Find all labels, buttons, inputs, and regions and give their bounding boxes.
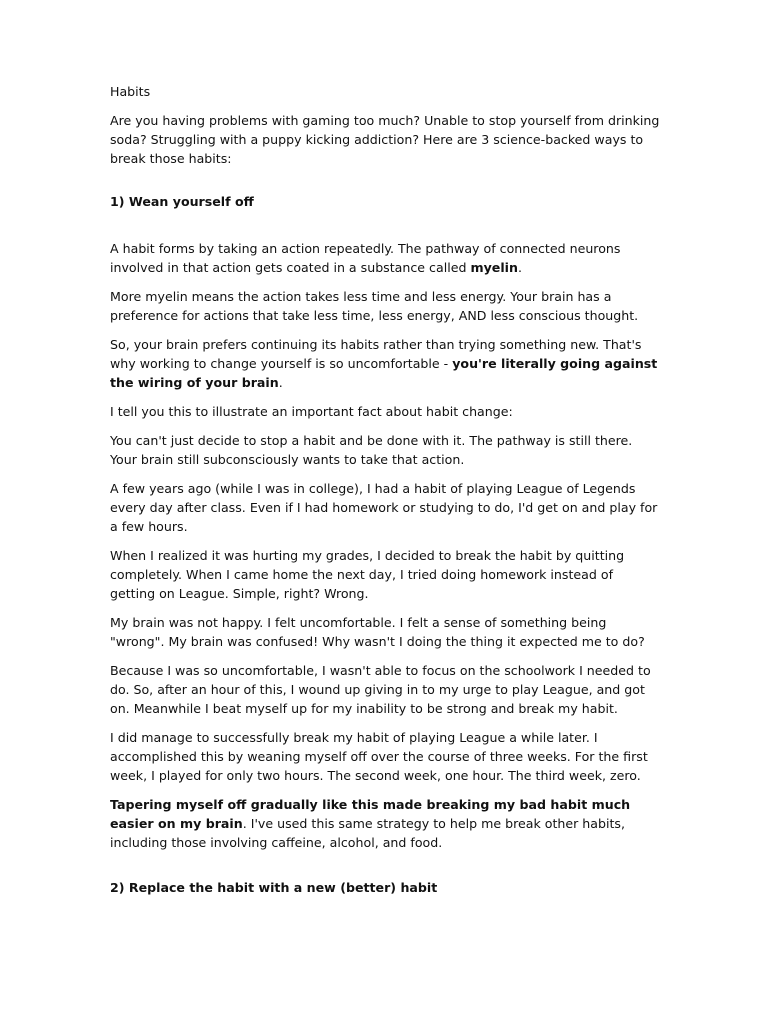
- paragraph-text: A habit forms by taking an action repeatedly. The pathway of connected neurons involved in that action gets coated in a substance called: [110, 241, 621, 275]
- paragraph-brain-prefers: [110, 335, 662, 392]
- paragraph-weaning: I did manage to successfully break my habit of playing League a while later. I accomplished this by weaning myself off over the course of three weeks. For the first week, I played for only two hours. The second week, one hour. The third week, zero.: [110, 730, 648, 783]
- paragraph-college: A few years ago (while I was in college), I had a habit of playing League of Legends every day after class. Even if I had homework or studying to do, I'd get on and play for a few hours.: [110, 481, 658, 534]
- section-2-heading: 2) Replace the habit with a new (better) habit: [110, 880, 438, 895]
- paragraph-more-myelin: More myelin means the action takes less time and less energy. Your brain has a preference for actions that take less time, less energy, AND less conscious thought.: [110, 289, 639, 323]
- paragraph-not-happy: My brain was not happy. I felt uncomfortable. I felt a sense of something being "wrong". My brain was confused! Why wasn't I doing the thing it expected me to do?: [110, 615, 645, 649]
- bold-text: Tapering myself off gradually like this made breaking my bad habit much easier on my brain: [110, 797, 631, 831]
- paragraph-tapering: [110, 795, 662, 852]
- paragraph-text: . I've used this same strategy to help me break other habits, including those involving caffeine, alcohol, and food.: [110, 816, 626, 850]
- bold-text: you're literally going against the wiring of your brain: [110, 356, 658, 390]
- paragraph-illustrate: I tell you this to illustrate an important fact about habit change:: [110, 404, 513, 419]
- paragraph-cant-decide: You can't just decide to stop a habit and be done with it. The pathway is still there. Your brain still subconsciously wants to take that action.: [110, 433, 633, 467]
- paragraph-myelin: [110, 239, 662, 277]
- document-title: Habits: [110, 84, 151, 99]
- paragraph-text: .: [278, 375, 283, 390]
- paragraph-realized: When I realized it was hurting my grades, I decided to break the habit by quitting completely. When I came home the next day, I tried doing homework instead of getting on League. Simple, right? Wrong.: [110, 548, 625, 601]
- paragraph-uncomfortable: Because I was so uncomfortable, I wasn't able to focus on the schoolwork I needed to do. So, after an hour of this, I wound up giving in to my urge to play League, and got on. Meanwhile I beat myself up for my inability to be strong and break my habit.: [110, 663, 651, 716]
- intro-paragraph: Are you having problems with gaming too much? Unable to stop yourself from drinking soda? Struggling with a puppy kicking addiction? Here are 3 science-backed ways to break those habits:: [110, 113, 660, 166]
- section-1-heading: 1) Wean yourself off: [110, 194, 254, 209]
- bold-text: myelin: [470, 260, 518, 275]
- document-page: [110, 82, 662, 925]
- paragraph-text: .: [517, 260, 522, 275]
- paragraph-text: So, your brain prefers continuing its habits rather than trying something new. That's why working to change yourself is so uncomfortable -: [110, 337, 642, 371]
